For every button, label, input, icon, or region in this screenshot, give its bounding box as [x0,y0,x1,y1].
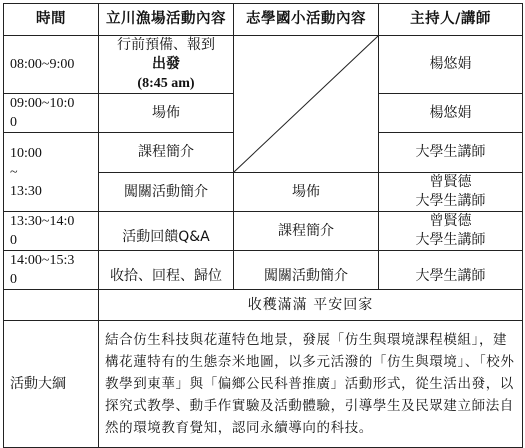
lichuan-activity-cell: 活動回饋Q&A [99,212,234,251]
header-zhixue-activities: 志學國小活動內容 [234,4,379,36]
time-line: 0 [10,115,17,130]
lichuan-activity-cell: 場佈 [99,94,234,133]
activity-text: 行前預備、報到 [117,37,215,53]
departure-time: (8:45 am) [137,76,195,91]
host-cell: 大學生講師 [379,251,523,290]
host-name: 曾賢德 [429,213,472,229]
header-host-lecturer: 主持人/講師 [379,4,523,36]
host-name: 大學生講師 [415,193,486,209]
host-cell [379,212,523,251]
host-cell: 楊悠娟 [379,36,523,94]
time-cell: 08:00~9:00 [4,36,99,94]
time-line: 0 [10,233,17,248]
host-name: 曾賢德 [429,174,472,190]
header-time: 時間 [4,4,99,36]
host-cell [379,173,523,212]
host-cell: 大學生講師 [379,133,523,173]
departure-text [99,55,233,93]
lichuan-activity-cell: 闖關活動簡介 [99,173,234,212]
host-name: 大學生講師 [415,232,486,248]
time-cell [4,212,99,251]
time-line: 10:00 [10,145,42,161]
time-cell [4,133,99,212]
zhixue-activity-cell: 闖關活動簡介 [234,251,379,290]
time-line: 0 [10,272,17,287]
diagonal-slash [234,36,378,172]
time-line: ~ [10,164,18,180]
closing-message: 收穫滿滿 平安回家 [99,290,523,321]
table-row [4,36,523,94]
activity-schedule-table [3,3,523,448]
zhixue-activity-cell: 場佈 [234,173,379,212]
time-line: 09:00~10:0 [10,96,75,111]
time-cell [4,94,99,133]
outline-label: 活動大綱 [4,321,99,448]
empty-time-cell [4,290,99,321]
lichuan-activity-cell: 收拾、回程、歸位 [99,251,234,290]
time-line: 13:30~14:0 [10,214,75,229]
outline-text: 結合仿生科技與花蓮特色地景，發展「仿生與環境課程模組」，建構花蓮特有的生態奈米地圖，以多元活潑的「仿生與環境」、「校外教學到東華」與「偏鄉公民科普推廣」活動形式，從生活出發，以探究式教學、動手作實驗及活動體驗，引導學生及民眾建立師法自然的環境教育覺知，認同永續導向的科技。 [99,321,523,448]
table-row [4,251,523,290]
time-cell [4,251,99,290]
table-row [4,212,523,251]
header-lichuan-activities: 立川漁場活動內容 [99,4,234,36]
host-cell: 楊悠娟 [379,94,523,133]
lichuan-activity-cell [99,36,234,94]
departure-label: 出發 [152,56,180,72]
time-line: 13:30 [10,183,42,199]
closing-row [4,290,523,321]
outline-row [4,321,523,448]
header-row [4,4,523,36]
zhixue-activity-cell: 課程簡介 [234,212,379,251]
zhixue-empty-slashed-cell [234,36,379,173]
time-line: 14:00~15:3 [10,253,75,268]
lichuan-activity-cell: 課程簡介 [99,133,234,173]
